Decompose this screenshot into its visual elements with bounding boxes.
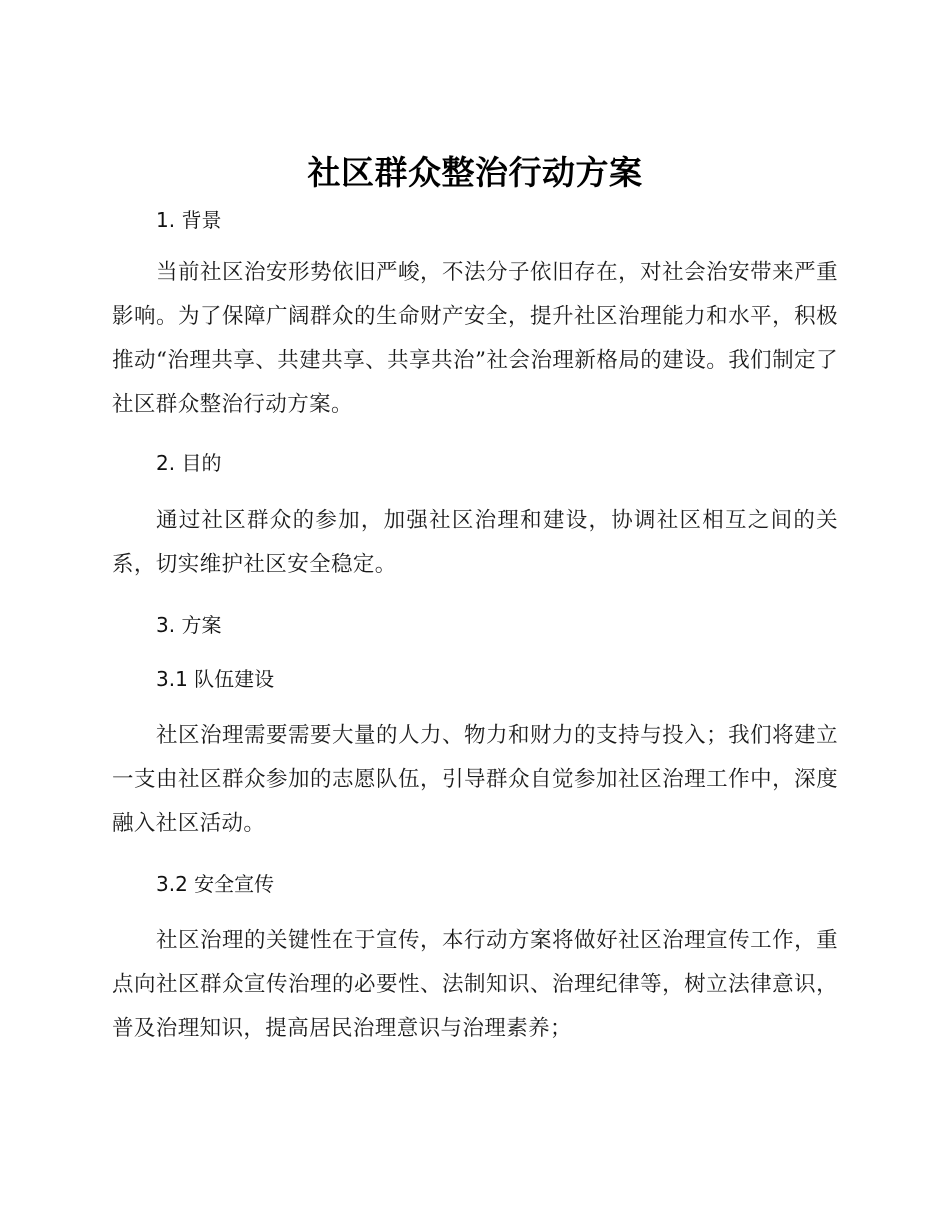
section-heading-purpose: 2. 目的	[156, 451, 222, 475]
subsection-paragraph-safety-publicity: 社区治理的关键性在于宣传，本行动方案将做好社区治理宣传工作，重点向社区群众宣传治理的必要性、法制知识、治理纪律等，树立法律意识，普及治理知识，提高居民治理意识与治理素养；	[112, 928, 838, 1041]
page-title: 社区群众整治行动方案	[307, 153, 643, 192]
section-paragraph-purpose: 通过社区群众的参加，加强社区治理和建设，协调社区相互之间的关系，切实维护社区安全稳定。	[112, 508, 838, 577]
section-paragraph-background: 当前社区治安形势依旧严峻，不法分子依旧存在，对社会治安带来严重影响。为了保障广阔群众的生命财产安全，提升社区治理能力和水平，积极推动“治理共享、共建共享、共享共治”社会治理新格局的建设。我们制定了社区群众整治行动方案。	[112, 260, 838, 417]
section-heading-background: 1. 背景	[156, 208, 222, 232]
subsection-heading-team-building: 3.1 队伍建设	[156, 667, 275, 691]
section-heading-plan: 3. 方案	[156, 613, 222, 637]
subsection-heading-safety-publicity: 3.2 安全宣传	[156, 872, 275, 896]
subsection-paragraph-team-building: 社区治理需要需要大量的人力、物力和财力的支持与投入；我们将建立一支由社区群众参加的志愿队伍，引导群众自觉参加社区治理工作中，深度融入社区活动。	[112, 723, 838, 836]
